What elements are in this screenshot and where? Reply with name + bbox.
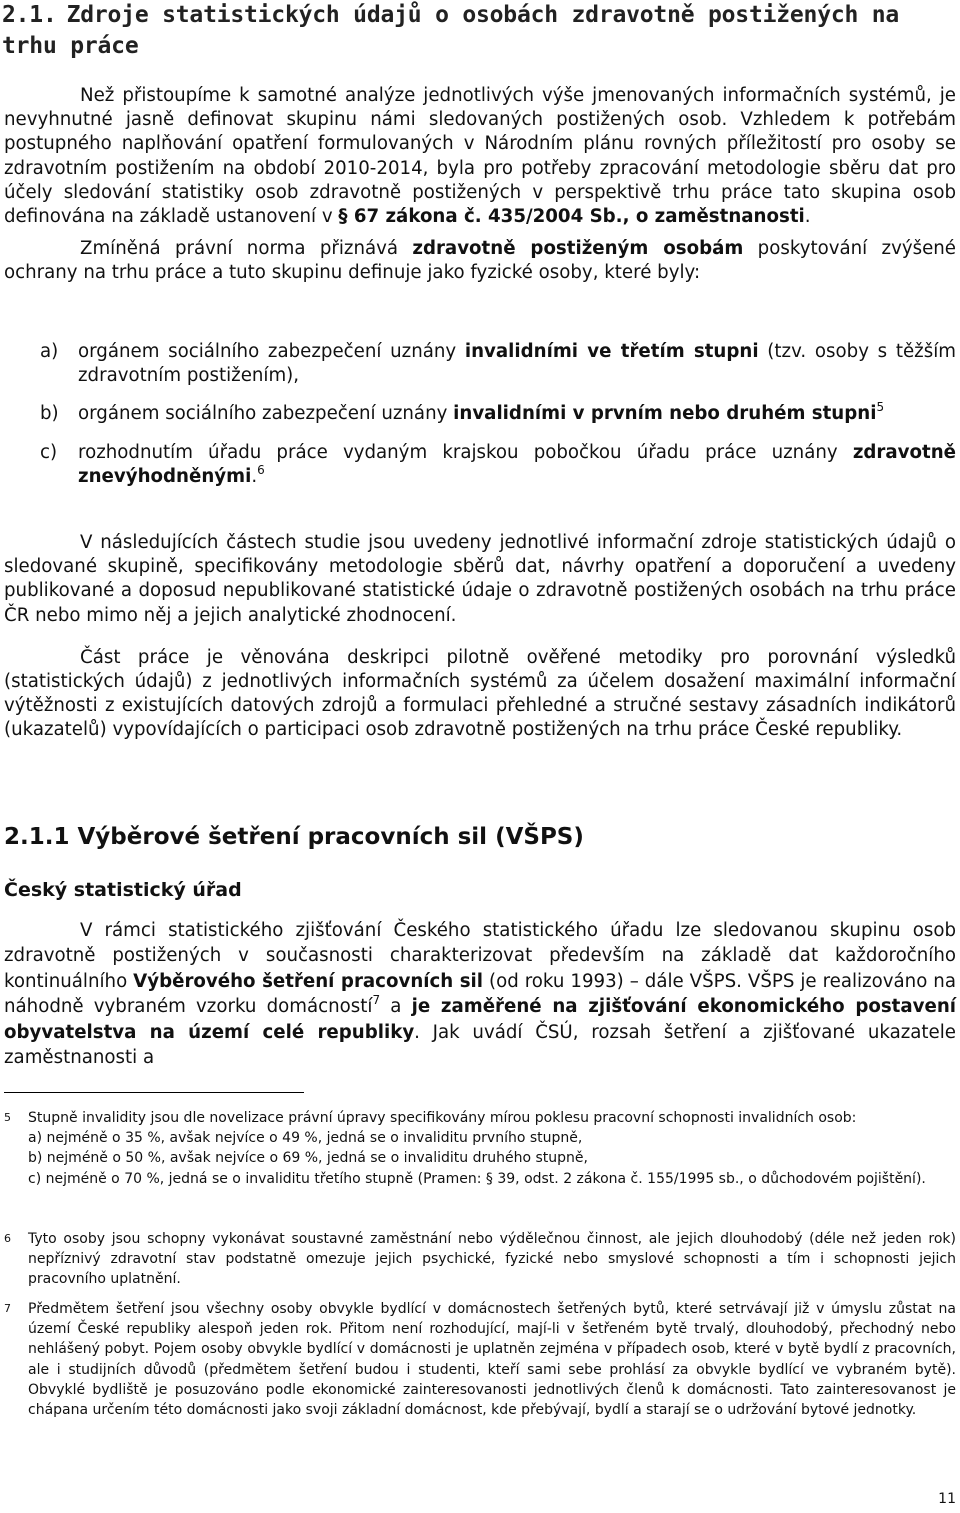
list-item-bold: zdravotně znevýhodněnými (78, 441, 956, 487)
list-item-text (78, 402, 956, 426)
list-item-label: c) (40, 441, 58, 463)
vsps-text-d: . Jak uvádí ČSÚ, rozsah šetření a zjišťované ukazatele zaměstnanosti a (4, 1021, 956, 1069)
list-item-post: . (251, 465, 258, 487)
list-item-post: (tzv. osoby s těžším zdravotním postižením), (78, 341, 956, 387)
list-item-bold: invalidními v prvním nebo druhém stupni (453, 403, 877, 425)
footnote-line: Stupně invalidity jsou dle novelizace právní úpravy specifikovány mírou poklesu pracovní schopnosti invalidních osob: (28, 1110, 857, 1126)
definition-bold: zdravotně postiženým osobám (412, 238, 744, 260)
vsps-bold-2: je zaměřené na zjišťování ekonomického postavení obyvatelstva na území celé republiky (4, 996, 956, 1043)
footnote-ref: 6 (257, 462, 265, 477)
vsps-text-b: (od roku 1993) – dále VŠPS. VŠPS je realizováno na náhodně vybraném vzorku domácností (4, 970, 956, 1018)
vsps-bold-1: Výběrového šetření pracovních sil (133, 970, 484, 992)
section-title: Zdroje statistických údajů o osobách zdravotně postižených na trhu práce (2, 2, 900, 59)
page-number: 11 (938, 1491, 956, 1507)
body-block (4, 531, 956, 743)
footnote-mark: 6 (4, 1232, 11, 1245)
list-item-label: b) (40, 403, 59, 425)
vsps-block (4, 918, 956, 1070)
footnote-separator (4, 1092, 304, 1093)
list-item-pre: orgánem sociálního zabezpečení uznány (78, 341, 465, 362)
definition-text-a: Zmíněná právní norma přiznává (80, 238, 413, 260)
list-item-pre: orgánem sociálního zabezpečení uznány (78, 403, 454, 425)
footnote-mark: 7 (4, 1302, 11, 1315)
list-item-text (78, 340, 956, 388)
intro-paragraph (4, 84, 956, 229)
list-item (40, 340, 956, 388)
section-number: 2.1. (2, 2, 57, 28)
definition-paragraph (4, 237, 956, 285)
footnote-line: b) nejméně o 50 %, avšak nejvíce o 69 %, jedná se o invaliditu druhého stupně, (28, 1150, 588, 1167)
list-item (40, 402, 956, 426)
footnote-mark: 5 (4, 1111, 11, 1124)
list-item-pre: rozhodnutím úřadu práce vydaným krajskou pobočkou úřadu práce uznány (78, 441, 853, 463)
footnote (4, 1108, 956, 1189)
footnote (4, 1229, 956, 1290)
footnote-line: Tyto osoby jsou schopny vykonávat soustavné zaměstnání nebo výdělečnou činnost, ale jejich dlouhodobý (déle než jeden rok) nepříznivý zdravotní stav podstatně omezuje jejich psychické, fyzické nebo smyslové schopnosti a tím i schopnosti jejich pracovního uplatnění. (28, 1231, 956, 1288)
intro-text: Než přistoupíme k samotné analýze jednotlivých výše jmenovaných informačních systémů, je nevyhnutné jasně definovat skupinu námi sledovaných postižených osob. Vzhledem k potřebám postupného naplňování opatření formulovaných v Národním plánu rovných příležitostí pro osoby se zdravotním postižením na období 2010-2014, byla pro potřeby zpracování metodologie sběru dat pro účely sledování statistiky osob zdravotně postižených v perspektivě trhu práce tato skupina osob definována na základě ustanovení v (4, 85, 956, 228)
list-item (40, 441, 956, 489)
law-reference: § 67 zákona č. 435/2004 Sb., o zaměstnanosti (338, 206, 805, 228)
footnote-ref: 5 (876, 400, 885, 415)
vsps-paragraph (4, 918, 956, 1070)
definition-text-b: poskytování zvýšené ochrany na trhu práce a tuto skupinu definuje jako fyzické osoby, které byly: (4, 238, 957, 284)
intro-end: . (804, 206, 811, 228)
vsps-text-a: V rámci statistického zjišťování Českého statistického úřadu lze sledovanou skupinu osob zdravotně postižených v současnosti charakterizovat především na základě dat každoročního kontinuálního (4, 920, 956, 992)
methodology-paragraph: Část práce je věnována deskripci pilotně ověřené metodiky pro porovnání výsledků (statistických údajů) z jednotlivých informačních systémů za účelem dosažení maximální informační výtěžnosti z existujících datových zdrojů a formulaci přehledné a stručné sestavy zásadních indikátorů (ukazatelů) vypovídajících o participaci osob zdravotně postižených na trhu práce České republiky. (4, 646, 956, 741)
vsps-text-c: a (380, 996, 412, 1018)
section-heading (2, 0, 952, 62)
footnote-line: Předmětem šetření jsou všechny osoby obvykle bydlící v domácnostech šetřených bytů, které setrvávají již v úmyslu zůstat na území České republiky alespoň jeden rok. Přitom není rozhodující, mají-li v šetřeném bytě trvalý, dlouhodobý, přechodný nebo nehlášený pobyt. Pojem osoby obvykle bydlící v domácnosti je uplatněn zejména v případech osob, které v bytě bydlí z pracovních, ale i studijních důvodů (předmětem šetření budou i studenti, kteří sami sebe prohlásí za obvykle bydlící ve vybraném bytě). Obvyklé bydliště je posuzováno podle ekonomické zainteresovanosti jednotlivých členů k domácnosti. Tato zainteresovanost je chápana určením této domácnosti jako svoji základní domácnost, kde přebývají, bydlí a starají se o udržování bytové jednotky. (28, 1301, 956, 1419)
footnote-ref: 7 (372, 993, 381, 1008)
footnote (4, 1299, 956, 1420)
list-item-label: a) (40, 341, 59, 362)
list-item-text (78, 441, 956, 489)
footnote-line: a) nejméně o 35 %, avšak nejvíce o 49 %, jedná se o invaliditu prvního stupně, (28, 1130, 583, 1147)
institution-heading: Český statistický úřad (4, 879, 242, 901)
sources-paragraph: V následujících částech studie jsou uvedeny jednotlivé informační zdroje statistických údajů o sledované skupině, specifikovány metodologie sběrů dat, návrhy opatření a doporučení a uvedeny publikované a doposud nepublikované statistické údaje o zdravotně postižených osobách na trhu práce ČR nebo mimo něj a jejich analytické zhodnocení. (4, 532, 956, 626)
footnote-line: c) nejméně o 70 %, jedná se o invaliditu třetího stupně (Pramen: § 39, odst. 2 zákona č. 155/1995 sb., o důchodovém pojištění). (28, 1170, 926, 1187)
list-item-bold: invalidními ve třetím stupni (464, 341, 759, 362)
intro-block (4, 84, 956, 286)
subsection-heading: 2.1.1 Výběrové šetření pracovních sil (VŠPS) (4, 824, 584, 850)
definition-list (40, 340, 956, 489)
